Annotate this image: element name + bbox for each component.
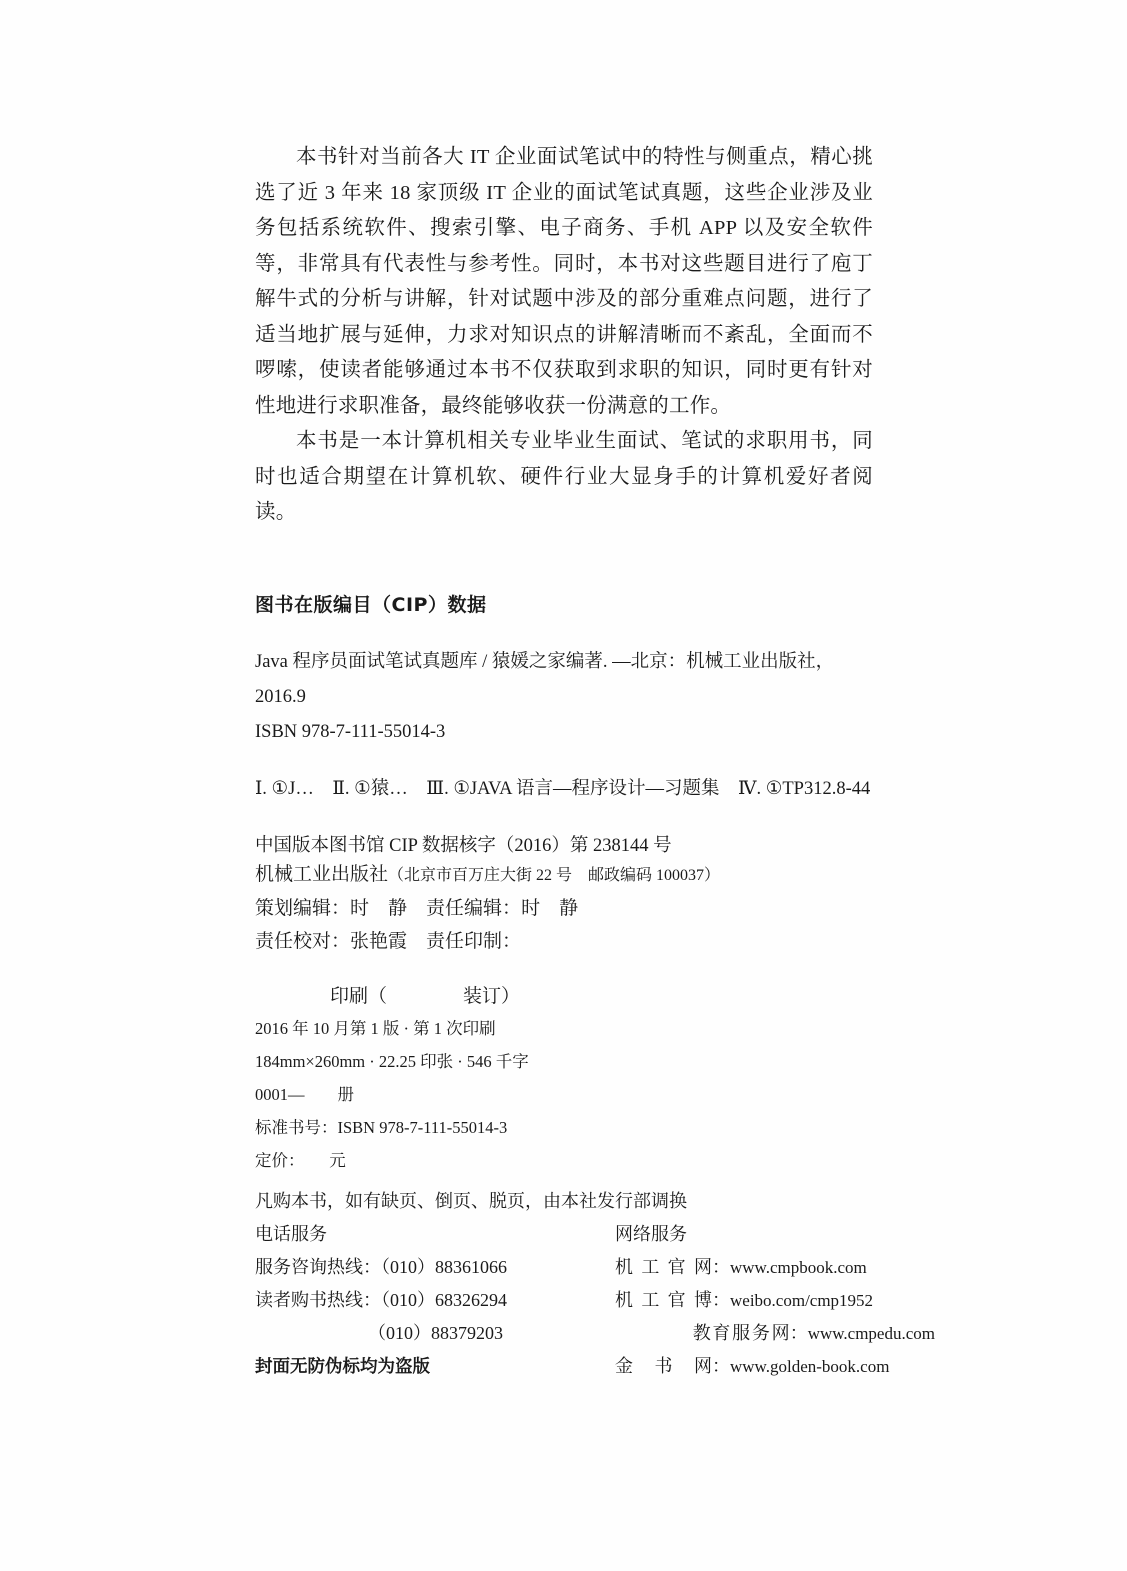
phone-number: （010）68326294 [381,1290,507,1310]
spec-standard-book-number-line: 标准书号：ISBN 978-7-111-55014-3 [255,1118,508,1137]
spec-price-line: 定价： 元 [255,1151,346,1170]
service-row [255,1284,935,1317]
web-url[interactable]: weibo.com/cmp1952 [730,1291,874,1310]
web-service-heading: 网络服务 [615,1224,687,1244]
publisher-line [255,858,935,892]
phone-entry [255,1317,693,1350]
proofreader-name: 张艳霞 [350,931,408,952]
web-label: 金书网 [615,1356,712,1376]
abstract-paragraph-1: 本书针对当前各大 IT 企业面试笔试中的特性与侧重点，精心挑选了近 3 年来 18 家顶级 IT 企业的面试笔试真题，这些企业涉及业务包括系统软件、搜索引擎、电子商务、手机 APP 以及安全软件等，非常具有代表性与参考性。同时，本书对这些题目进行了庖丁解牛式的分析与讲解，针对试题中涉及的部分重难点问题，进行了适当地扩展与延伸，力求对知识点的讲解清晰而不紊乱，全面而不啰嗦，使读者能够通过本书不仅获取到求职的知识，同时更有针对性地进行求职准备，最终能够收获一份满意的工作。 [255,146,873,417]
phone-entry [255,1284,615,1317]
web-entry: 机工官博：weibo.com/cmp1952 [615,1284,873,1317]
abstract-section [255,140,873,531]
phone-entry [255,1251,615,1284]
proofreader-label: 责任校对： [255,931,351,952]
web-url[interactable]: www.cmpbook.com [730,1258,867,1277]
spec-print-run-line: 0001— 册 [255,1085,354,1104]
imprint-section [255,858,935,1013]
editors-line [255,892,935,925]
cip-catalog-number-line: 中国版本图书馆 CIP 数据核字（2016）第 238144 号 [255,836,672,856]
anti-piracy-notice [255,1350,615,1384]
abstract-paragraph-2: 本书是一本计算机相关专业毕业生面试、笔试的求职用书，同时也适合期望在计算机软、硬件行业大显身手的计算机爱好者阅读。 [255,430,873,523]
cip-isbn-line: ISBN 978-7-111-55014-3 [255,722,446,742]
anti-piracy-text: 封面无防伪标均为盗版 [255,1357,430,1377]
specs-section [255,1012,935,1177]
planner-label: 策划编辑： [255,898,351,919]
web-label: 机工官网 [615,1257,712,1277]
printer-binder-line: 印刷（ 装订） [330,986,521,1007]
spec-format-line: 184mm×260mm · 22.25 印张 · 546 千字 [255,1052,529,1071]
web-entry: 金书网：www.golden-book.com [615,1350,889,1384]
publisher-name: 机械工业出版社 [255,864,389,885]
web-label: 机工官博 [615,1290,712,1310]
planner-name: 时 静 [350,898,408,919]
web-entry: 机工官网：www.cmpbook.com [615,1251,867,1284]
spacer [255,750,935,772]
printing-label: 责任印制： [426,931,522,952]
cip-section [255,590,935,864]
web-entry: 教育服务网：www.cmpedu.com [693,1317,935,1350]
web-url[interactable]: www.cmpedu.com [807,1324,935,1343]
phone-label: 读者购书热线： [255,1290,381,1310]
exchange-notice: 凡购本书，如有缺页、倒页、脱页，由本社发行部调换 [255,1191,687,1211]
editor-label: 责任编辑： [426,898,522,919]
phone-number: （010）88361066 [381,1257,507,1277]
service-heading-row [255,1218,935,1251]
phone-number: （010）88379203 [368,1323,503,1343]
web-url[interactable]: www.golden-book.com [730,1357,890,1376]
proofreader-line [255,925,935,958]
phone-label: 服务咨询热线： [255,1257,381,1277]
cip-title-line: Java 程序员面试笔试真题库 / 猿媛之家编著. —北京：机械工业出版社， [255,652,835,672]
publisher-address: （北京市百万庄大街 22 号 邮政编码 100037） [388,867,721,884]
spec-edition-line: 2016 年 10 月第 1 版 · 第 1 次印刷 [255,1019,496,1038]
cip-heading: 图书在版编目（CIP）数据 [255,594,487,616]
phone-service-heading: 电话服务 [255,1224,327,1244]
service-row [255,1350,935,1384]
cip-classification-line: Ⅰ. ①J… Ⅱ. ①猿… Ⅲ. ①JAVA 语言—程序设计—习题集 Ⅳ. ①TP312.8-44 [255,779,871,799]
spacer [255,807,935,829]
services-section [255,1185,935,1384]
cip-date-line: 2016.9 [255,687,306,707]
service-row [255,1317,935,1350]
editor-name: 时 静 [521,898,579,919]
service-row [255,1251,935,1284]
web-label: 教育服务网 [692,1323,790,1343]
